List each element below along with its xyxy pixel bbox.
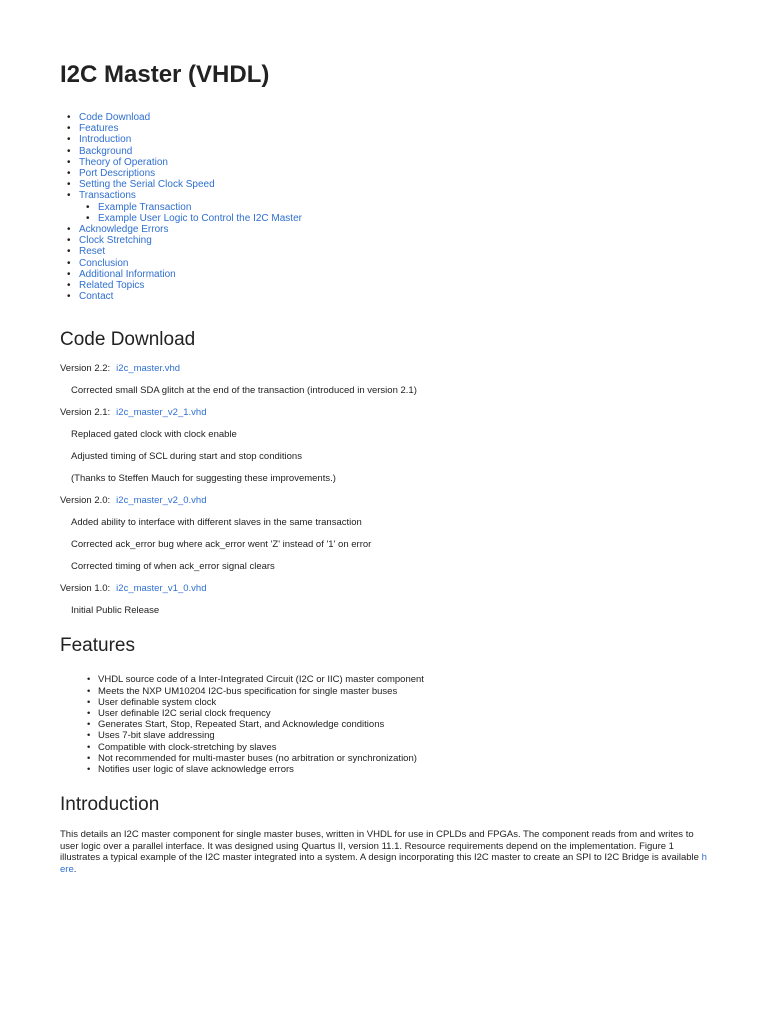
feature-item: • Not recommended for multi-master buses (no arbitration or synchronization) xyxy=(98,753,768,764)
version-line xyxy=(60,363,768,375)
version-note: Adjusted timing of SCL during start and stop conditions xyxy=(71,451,302,463)
toc-link[interactable]: Background xyxy=(79,145,133,157)
toc-item xyxy=(79,157,768,168)
introduction-section xyxy=(60,794,768,875)
features-heading: Features xyxy=(60,635,135,657)
toc-subitem xyxy=(98,202,768,213)
version-line xyxy=(60,495,768,507)
toc-item xyxy=(79,146,768,157)
version-file-link[interactable]: i2c_master_v1_0.vhd xyxy=(116,583,207,595)
toc-link[interactable]: Acknowledge Errors xyxy=(79,224,169,236)
toc-item xyxy=(79,190,768,224)
feature-item: • Meets the NXP UM10204 I2C-bus specification for single master buses xyxy=(98,686,768,697)
toc-item xyxy=(79,123,768,134)
toc-link[interactable]: Additional Information xyxy=(79,268,176,280)
version-line xyxy=(60,407,768,419)
toc-link[interactable]: Contact xyxy=(79,291,114,303)
toc-sublink[interactable]: Example User Logic to Control the I2C Master xyxy=(98,212,302,224)
toc-link[interactable]: Features xyxy=(79,123,119,135)
feature-item: • User definable system clock xyxy=(98,697,768,708)
toc-sublist xyxy=(79,202,768,224)
version-label: Version 2.0: xyxy=(60,495,111,507)
version-note: (Thanks to Steffen Mauch for suggesting these improvements.) xyxy=(71,473,336,485)
toc-item xyxy=(79,280,768,291)
toc-item xyxy=(79,269,768,280)
toc-item xyxy=(79,291,768,302)
toc-link[interactable]: Introduction xyxy=(79,134,132,146)
features-section xyxy=(60,635,768,775)
version-file-link[interactable]: i2c_master_v2_1.vhd xyxy=(116,407,207,419)
version-note: Corrected timing of when ack_error signal clears xyxy=(71,561,275,573)
version-line xyxy=(60,583,768,595)
version-note: Replaced gated clock with clock enable xyxy=(71,429,237,441)
toc-link[interactable]: Reset xyxy=(79,246,106,258)
version-note: Corrected small SDA glitch at the end of the transaction (introduced in version 2.1) xyxy=(71,385,417,397)
version-label: Version 1.0: xyxy=(60,583,111,595)
code-download-heading: Code Download xyxy=(60,329,196,351)
toc-link[interactable]: Related Topics xyxy=(79,280,145,292)
toc-link[interactable]: Setting the Serial Clock Speed xyxy=(79,179,215,191)
page-title: I2C Master (VHDL) xyxy=(60,61,270,88)
toc-item xyxy=(79,134,768,145)
introduction-text: This details an I2C master component for single master buses, written in VHDL for use in CPLDs and FPGAs. The component reads from and writes to user logic over a parallel interface. It was designed using Quartus II, version 11.1. Resource requirements depend on the implementation. Figure 1 illustrates a typical example of the I2C master integrated into a system. A design incorporating this I2C master to create an SPI to I2C Bridge is available xyxy=(60,829,702,864)
toc-item xyxy=(79,112,768,123)
toc-item xyxy=(79,258,768,269)
version-list xyxy=(60,363,768,617)
toc-link[interactable]: Clock Stretching xyxy=(79,235,152,247)
introduction-heading: Introduction xyxy=(60,794,160,816)
toc-sublink[interactable]: Example Transaction xyxy=(98,201,192,213)
feature-item: • Notifies user logic of slave acknowledge errors xyxy=(98,764,768,775)
toc-link[interactable]: Transactions xyxy=(79,190,136,202)
version-note: Added ability to interface with different slaves in the same transaction xyxy=(71,517,362,529)
feature-item: • Compatible with clock-stretching by slaves xyxy=(98,742,768,753)
version-file-link[interactable]: i2c_master_v2_0.vhd xyxy=(116,495,207,507)
toc-link[interactable]: Conclusion xyxy=(79,257,129,269)
version-note: Corrected ack_error bug where ack_error went 'Z' instead of '1' on error xyxy=(71,539,372,551)
version-label: Version 2.1: xyxy=(60,407,111,419)
toc-item xyxy=(79,235,768,246)
toc-link[interactable]: Code Download xyxy=(79,112,151,123)
version-label: Version 2.2: xyxy=(60,363,111,375)
toc-item xyxy=(79,224,768,235)
features-list xyxy=(60,674,768,775)
code-download-section xyxy=(60,329,768,617)
toc-link[interactable]: Port Descriptions xyxy=(79,168,156,180)
feature-item: • User definable I2C serial clock frequency xyxy=(98,708,768,719)
toc-link[interactable]: Theory of Operation xyxy=(79,156,168,168)
feature-item: • Uses 7-bit slave addressing xyxy=(98,730,768,741)
here-link[interactable]: h​ere xyxy=(60,852,707,876)
table-of-contents xyxy=(60,112,768,302)
version-note: Initial Public Release xyxy=(71,605,160,617)
toc-item xyxy=(79,168,768,179)
toc-subitem xyxy=(98,213,768,224)
introduction-suffix: . xyxy=(73,864,77,876)
toc-item xyxy=(79,246,768,257)
version-file-link[interactable]: i2c_master.vhd xyxy=(116,363,181,375)
feature-item: • Generates Start, Stop, Repeated Start, and Acknowledge conditions xyxy=(98,719,768,730)
introduction-paragraph xyxy=(60,829,710,875)
feature-item: • VHDL source code of a Inter-Integrated Circuit (I2C or IIC) master component xyxy=(98,674,768,685)
toc-item xyxy=(79,179,768,190)
